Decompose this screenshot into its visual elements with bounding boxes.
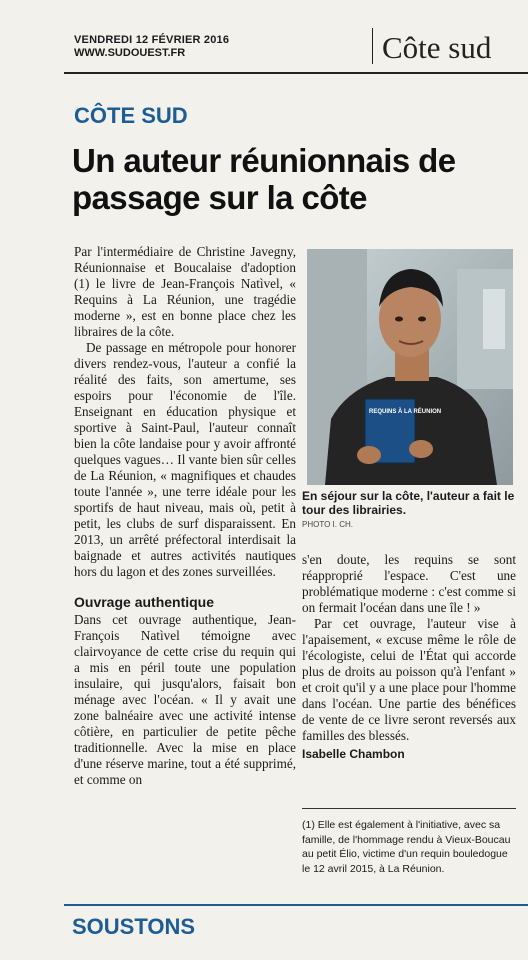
header-rule [64,72,528,74]
header-divider [372,28,373,64]
photo-credit: PHOTO I. CH. [302,520,353,529]
article-footnote: (1) Elle est également à l'initiative, avec sa famille, de l'hommage rendu à Vieux-Boucau au petit Élio, victime d'un requin bouledogue le 12 avril 2015, à La Réunion. [302,819,511,875]
photo-caption: En séjour sur la côte, l'auteur a fait le tour des librairies. [302,489,515,517]
article-author: Isabelle Chambon [302,747,405,761]
article-title: Un auteur réunionnais de passage sur la côte [72,142,456,216]
article-column-2 [302,552,516,800]
footer-rule [64,904,528,906]
website-url: WWW.SUDOUEST.FR [74,47,186,59]
next-section-title: SOUSTONS [72,914,196,939]
article-subheading: Ouvrage authentique [74,594,215,610]
article-paragraph: Par cet ouvrage, l'auteur vise à l'apaisement, « excuse même le rôle de l'écologiste, celui de l'État qui accorde plus de droits au poisson qu'à l'enfant » et croit qu'il y a une place pour l'homme dans l'océan. Une partie des bénéfices de vente de ce livre seront reversés aux familles des blessés. [302,616,516,743]
page-date: VENDREDI 12 FÉVRIER 2016 [74,34,230,46]
section-title: Côte sud [382,30,492,65]
article-paragraph: s'en doute, les requins se sont réapproprié l'espace. C'est une problématique moderne : c'est comme si on fermait l'océan dans une île ! » [302,552,516,615]
article-kicker: CÔTE SUD [74,103,188,128]
article-column-1 [74,244,296,892]
article-paragraph: Dans cet ouvrage authentique, Jean-François Natìvel témoigne avec clairvoyance de cette crise du requin qui a mis en péril toute une population insulaire, qui jusqu'alors, faisait bon ménage avec l'océan. « Il y avait une zone balnéaire avec une activité intense côtière, en particulier de petite pêche traditionnelle. Avec la mise en place d'une réserve marine, tout a été supprimé, et comme on [74,612,296,787]
book-cover-title: REQUINS À LA RÉUNION [369,409,442,415]
author-photo [307,249,513,485]
note-divider [302,808,516,809]
article-paragraph: Par l'intermédiaire de Christine Javegny, Réunionnaise et Boucalaise d'adoption (1) le livre de Jean-François Natìvel, « Requins à La Réunion, une tragédie moderne », est en bonne place chez les libraires de la côte. [74,244,296,339]
article-paragraph: De passage en métropole pour honorer divers rendez-vous, l'auteur a confié la réalité des faits, son amertume, ses espoirs pour l'économie de l'île. Enseignant en éducation physique et sportive à Saint-Paul, l'auteur connaît bien la côte landaise pour y avoir affronté quelques vagues… Il vante bien sûr celles de La Réunion, « magnifiques et chaudes toute l'année », une terre idéale pour les sportifs de haut niveau, mais où, petit à petit, les clubs de surf disparaissent. En 2013, un arrêté préfectoral interdisait la baignade et autres activités nautiques hors du lagon et des zones surveillées. [74,340,296,579]
